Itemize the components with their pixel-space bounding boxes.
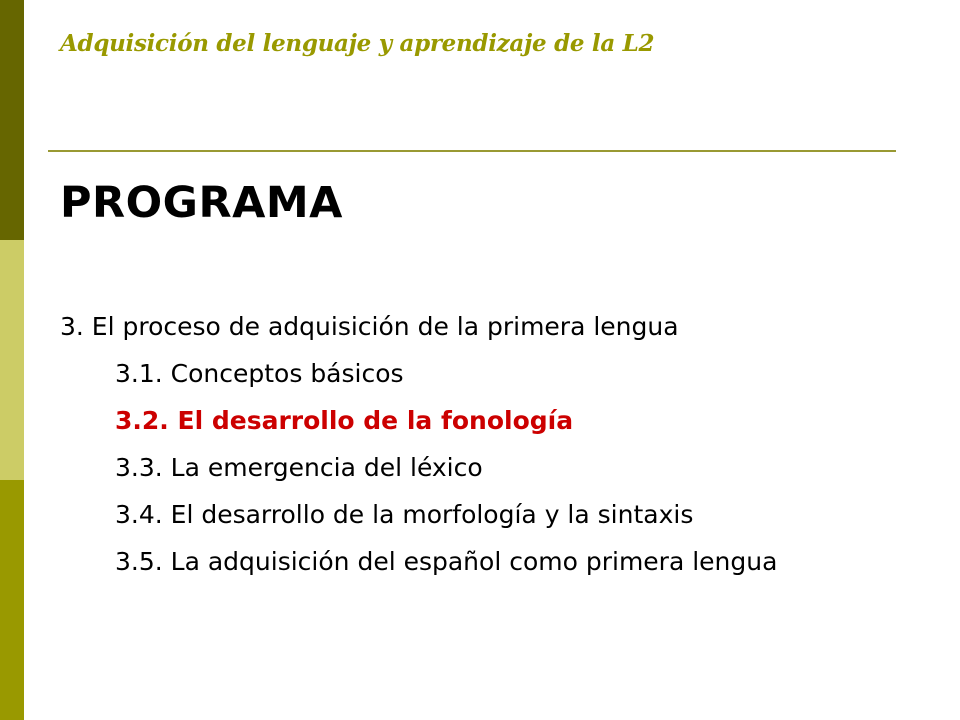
program-item-3-4: 3.4. El desarrollo de la morfología y la sintaxis bbox=[115, 500, 694, 529]
program-item-3-1: 3.1. Conceptos básicos bbox=[115, 359, 404, 388]
left-accent-bar bbox=[0, 0, 24, 720]
program-item-3-2-highlighted: 3.2. El desarrollo de la fonología bbox=[115, 406, 574, 435]
title-divider bbox=[48, 150, 896, 152]
accent-bar-segment-bottom bbox=[0, 480, 24, 720]
program-list bbox=[60, 312, 920, 594]
program-section-heading: 3. El proceso de adquisición de la primera lengua bbox=[60, 312, 679, 341]
program-item-3-5: 3.5. La adquisición del español como primera lengua bbox=[115, 547, 778, 576]
program-item-3-3: 3.3. La emergencia del léxico bbox=[115, 453, 483, 482]
slide-title: PROGRAMA bbox=[60, 178, 343, 228]
accent-bar-segment-top bbox=[0, 0, 24, 240]
accent-bar-segment-middle bbox=[0, 240, 24, 480]
course-title: Adquisición del lenguaje y aprendizaje de la L2 bbox=[60, 30, 655, 57]
